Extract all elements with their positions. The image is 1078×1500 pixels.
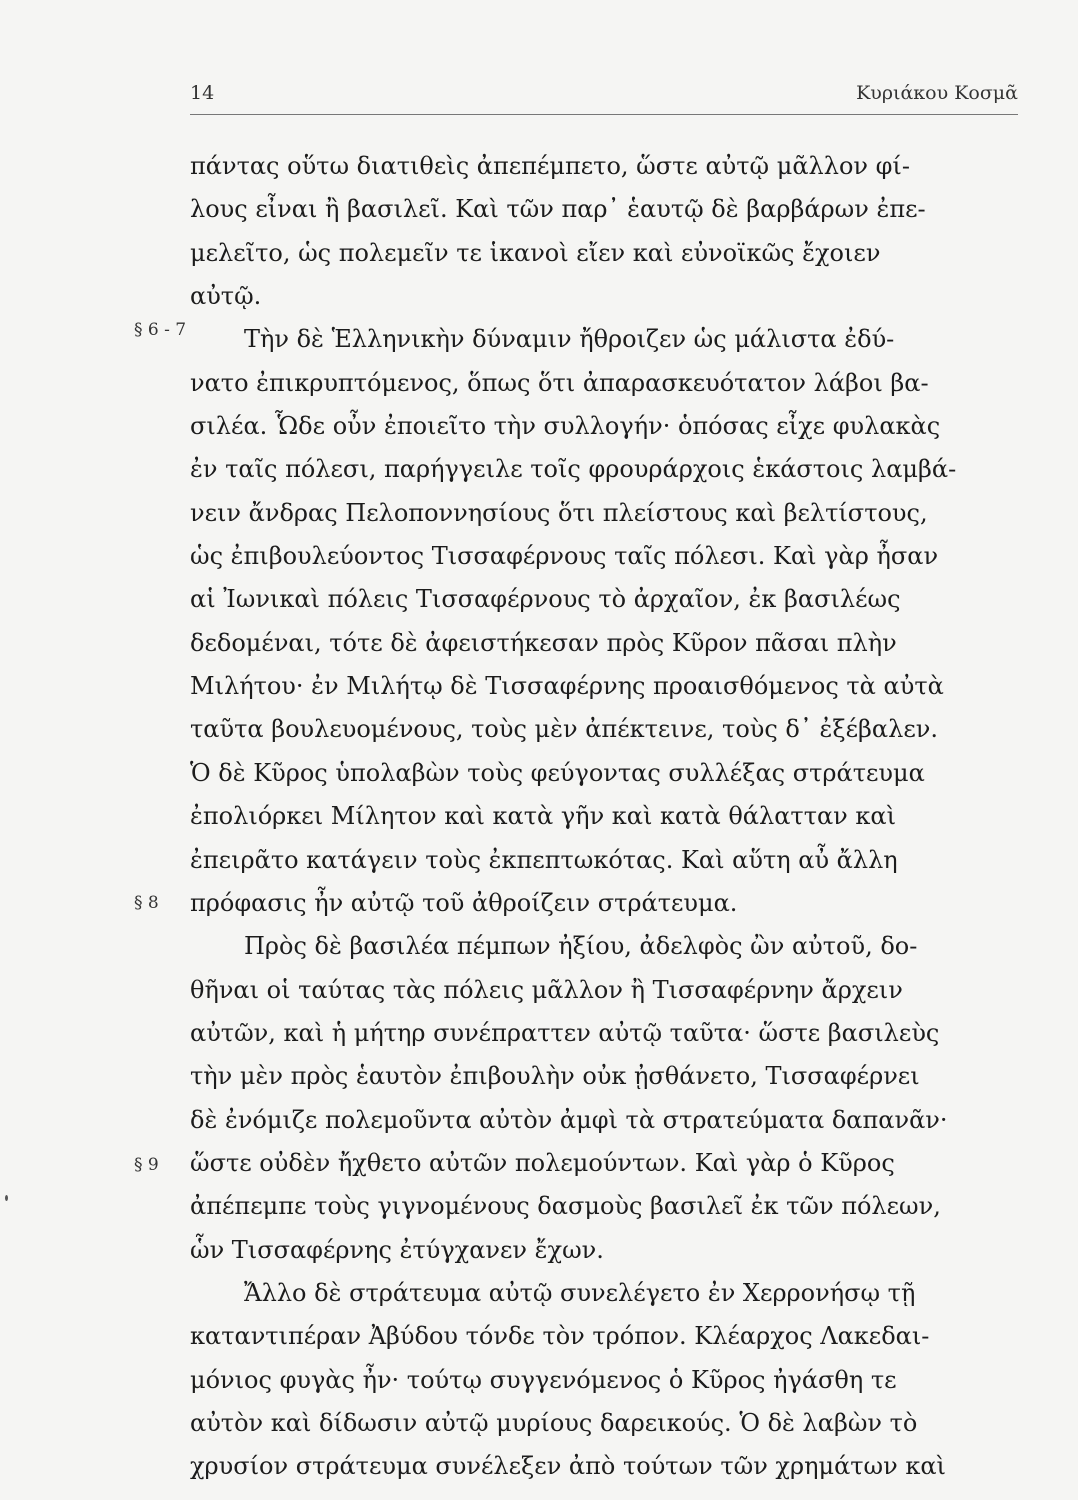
text-line: ἐν ταῖς πόλεσι, παρήγγειλε τοῖς φρουράρχοις ἑκάστοις λαμβά- xyxy=(190,455,957,484)
text-line: αὐτῶν, καὶ ἡ μήτηρ συνέπραττεν αὐτῷ ταῦτα· ὥστε βασιλεὺς xyxy=(190,1018,940,1047)
section-marker-6-7: § 6 - 7 xyxy=(134,320,187,340)
text-line: αὐτὸν καὶ δίδωσιν αὐτῷ μυρίους δαρεικούς. Ὁ δὲ λαβὼν τὸ xyxy=(190,1408,918,1437)
text-line: αὐτῷ. xyxy=(190,282,262,311)
text-line: πρόφασις ἦν αὐτῷ τοῦ ἀθροίζειν στράτευμα. xyxy=(190,888,738,917)
page-number: 14 xyxy=(190,82,215,104)
text-line: ἐπολιόρκει Μίλητον καὶ κατὰ γῆν καὶ κατὰ θάλατταν καὶ xyxy=(190,802,897,831)
running-title: Κυριάκου Κοσμᾶ xyxy=(856,82,1018,104)
running-head xyxy=(190,82,1018,112)
text-line: ὥστε οὐδὲν ἤχθετο αὐτῶν πολεμούντων. Καὶ γὰρ ὁ Κῦρος xyxy=(190,1148,895,1177)
text-line: λους εἶναι ἢ βασιλεῖ. Καὶ τῶν παρ᾽ ἑαυτῷ δὲ βαρβάρων ἐπε- xyxy=(190,195,926,224)
text-line: πάντας οὕτω διατιθεὶς ἀπεπέμπετο, ὥστε αὐτῷ μᾶλλον φί- xyxy=(190,152,910,180)
text-line: Ὁ δὲ Κῦρος ὑπολαβὼν τοὺς φεύγοντας συλλέξας στράτευμα xyxy=(190,758,925,787)
section-marker-9: § 9 xyxy=(134,1155,159,1175)
text-line: δὲ ἐνόμιζε πολεμοῦντα αὐτὸν ἀμφὶ τὰ στρατεύματα δαπανᾶν· xyxy=(190,1105,948,1134)
text-line-paragraph-start: Ἄλλο δὲ στράτευμα αὐτῷ συνελέγετο ἐν Χερρονήσῳ τῇ xyxy=(244,1278,916,1307)
text-line: ταῦτα βουλευομένους, τοὺς μὲν ἀπέκτεινε, τοὺς δ᾽ ἐξέβαλεν. xyxy=(190,715,938,744)
text-line-paragraph-start: Πρὸς δὲ βασιλέα πέμπων ἠξίου, ἀδελφὸς ὢν αὐτοῦ, δο- xyxy=(244,932,918,961)
text-line: ὧν Τισσαφέρνης ἐτύγχανεν ἔχων. xyxy=(190,1235,604,1264)
header-rule xyxy=(190,114,1018,115)
text-line: ἐπειρᾶτο κατάγειν τοὺς ἐκπεπτωκότας. Καὶ αὕτη αὖ ἄλλη xyxy=(190,845,898,874)
text-line: Μιλήτου· ἐν Μιλήτῳ δὲ Τισσαφέρνης προαισθόμενος τὰ αὐτὰ xyxy=(190,672,944,701)
text-line: μελεῖτο, ὡς πολεμεῖν τε ἱκανοὶ εἴεν καὶ εὐνοϊκῶς ἔχοιεν xyxy=(190,238,881,267)
text-line: καταντιπέραν Ἀβύδου τόνδε τὸν τρόπον. Κλέαρχος Λακεδαι- xyxy=(190,1322,930,1351)
text-line: θῆναι οἱ ταύτας τὰς πόλεις μᾶλλον ἢ Τισσαφέρνην ἄρχειν xyxy=(190,975,903,1004)
section-marker-8: § 8 xyxy=(134,893,159,913)
text-line: σιλέα. Ὧδε οὖν ἐποιεῖτο τὴν συλλογήν· ὁπόσας εἶχε φυλακὰς xyxy=(190,412,941,441)
text-line: αἱ Ἰωνικαὶ πόλεις Τισσαφέρνους τὸ ἀρχαῖον, ἐκ βασιλέως xyxy=(190,585,901,614)
text-line: δεδομέναι, τότε δὲ ἀφειστήκεσαν πρὸς Κῦρον πᾶσαι πλὴν xyxy=(190,628,897,657)
text-line: νατο ἐπικρυπτόμενος, ὅπως ὅτι ἀπαρασκευότατον λάβοι βα- xyxy=(190,368,929,397)
text-line-paragraph-start: Τὴν δὲ Ἑλληνικὴν δύναμιν ἤθροιζεν ὡς μάλιστα ἐδύ- xyxy=(244,325,895,354)
text-line: ἀπέπεμπε τοὺς γιγνομένους δασμοὺς βασιλεῖ ἐκ τῶν πόλεων, xyxy=(190,1192,941,1221)
text-line: ὡς ἐπιβουλεύοντος Τισσαφέρνους ταῖς πόλεσι. Καὶ γὰρ ἦσαν xyxy=(190,542,939,571)
text-body xyxy=(190,145,1018,1489)
text-line: τὴν μὲν πρὸς ἑαυτὸν ἐπιβουλὴν οὐκ ᾐσθάνετο, Τισσαφέρνει xyxy=(190,1062,920,1091)
text-line: νειν ἄνδρας Πελοποννησίους ὅτι πλείστους καὶ βελτίστους, xyxy=(190,498,928,527)
scan-speck xyxy=(5,1195,8,1201)
text-line: χρυσίον στράτευμα συνέλεξεν ἀπὸ τούτων τῶν χρημάτων καὶ xyxy=(190,1452,946,1481)
text-line: μόνιος φυγὰς ἦν· τούτῳ συγγενόμενος ὁ Κῦρος ἠγάσθη τε xyxy=(190,1365,897,1394)
